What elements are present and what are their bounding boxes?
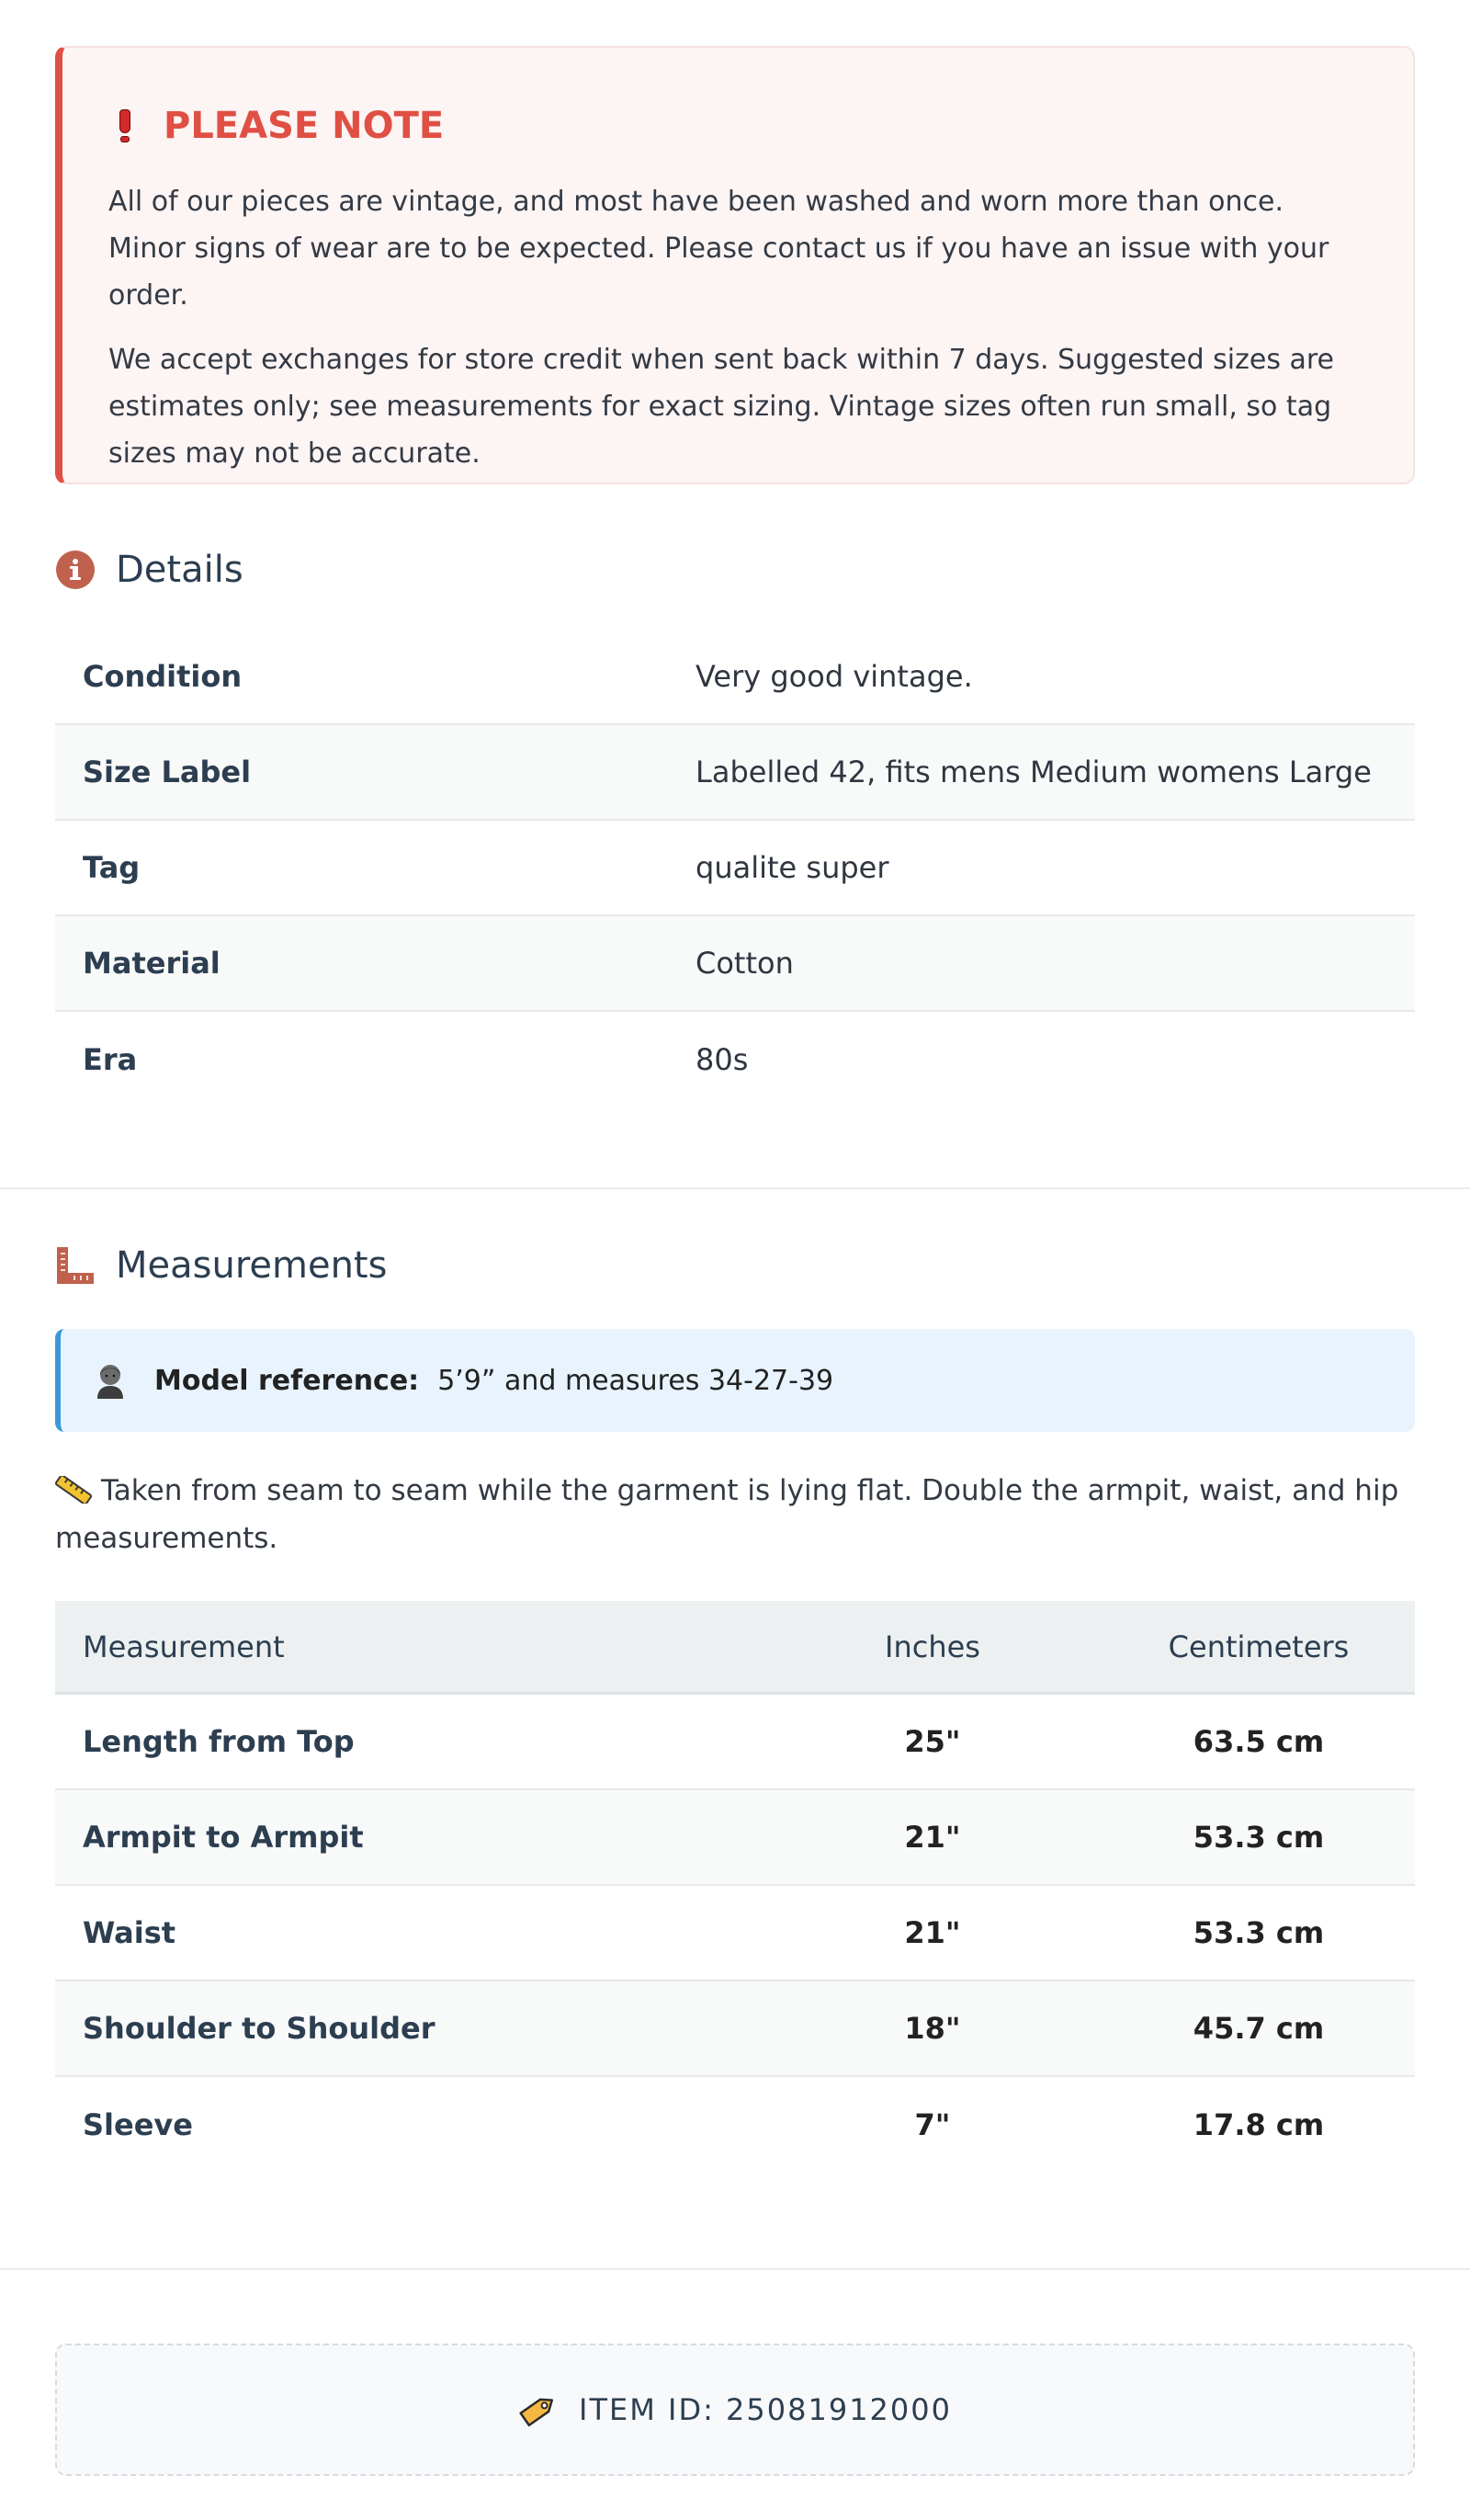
measurement-cm: 17.8 cm bbox=[1193, 2107, 1325, 2142]
details-table bbox=[55, 630, 1415, 1107]
tag-icon bbox=[518, 2391, 559, 2428]
info-icon bbox=[55, 550, 96, 590]
detail-value: Very good vintage. bbox=[695, 659, 973, 694]
table-header-row bbox=[55, 1601, 1415, 1695]
measurement-inches: 21" bbox=[904, 1820, 961, 1855]
table-row bbox=[55, 1790, 1415, 1886]
notice-title-text: PLEASE NOTE bbox=[164, 105, 445, 147]
table-row bbox=[55, 821, 1415, 916]
detail-value: qualite super bbox=[695, 850, 889, 885]
detail-value: Labelled 42, fits mens Medium womens Large bbox=[695, 755, 1372, 789]
details-heading-text: Details bbox=[116, 549, 243, 591]
measurements-heading bbox=[55, 1244, 1415, 1287]
notice-title bbox=[108, 105, 1367, 147]
detail-label: Condition bbox=[83, 659, 243, 694]
instructions-text: Taken from seam to seam while the garment is lying flat. Double the armpit, waist, and hip measurements. bbox=[55, 1474, 1399, 1555]
measurement-inches: 25" bbox=[904, 1724, 961, 1759]
exclamation-icon bbox=[108, 109, 141, 142]
measurements-table bbox=[55, 1601, 1415, 2173]
detail-label: Tag bbox=[83, 850, 141, 885]
person-icon bbox=[94, 1362, 127, 1399]
measurement-name: Sleeve bbox=[83, 2107, 193, 2142]
section-divider bbox=[0, 2268, 1470, 2270]
detail-value: Cotton bbox=[695, 946, 794, 981]
item-id-box bbox=[55, 2344, 1415, 2476]
please-note-notice bbox=[55, 46, 1415, 484]
measurement-cm: 63.5 cm bbox=[1193, 1724, 1325, 1759]
table-row bbox=[55, 1886, 1415, 1981]
measurement-inches: 7" bbox=[914, 2107, 951, 2142]
measurement-inches: 18" bbox=[904, 2011, 961, 2046]
measurement-cm: 53.3 cm bbox=[1193, 1820, 1325, 1855]
column-header: Centimeters bbox=[1168, 1629, 1350, 1664]
measurement-name: Shoulder to Shoulder bbox=[83, 2011, 435, 2046]
measurements-heading-text: Measurements bbox=[116, 1244, 388, 1287]
table-row bbox=[55, 725, 1415, 821]
table-row bbox=[55, 916, 1415, 1012]
notice-paragraph: We accept exchanges for store credit when sent back within 7 days. Suggested sizes are estimates only; see measurements for exact sizing. Vintage sizes often run small, so tag sizes may not be accurate. bbox=[108, 344, 1335, 470]
ruler-icon bbox=[55, 1470, 92, 1498]
detail-label: Material bbox=[83, 946, 220, 981]
column-header: Measurement bbox=[83, 1629, 285, 1664]
measurement-inches: 21" bbox=[904, 1915, 961, 1950]
notice-paragraph: All of our pieces are vintage, and most have been washed and worn more than once. Minor signs of wear are to be expected. Please contact us if you have an issue with your order. bbox=[108, 186, 1329, 312]
column-header: Inches bbox=[885, 1629, 980, 1664]
table-row bbox=[55, 1981, 1415, 2077]
table-row bbox=[55, 630, 1415, 725]
details-heading bbox=[55, 549, 1415, 591]
measurement-instructions bbox=[55, 1467, 1415, 1562]
measurement-name: Waist bbox=[83, 1915, 176, 1950]
section-divider bbox=[0, 1187, 1470, 1189]
model-reference-label: Model reference: bbox=[154, 1364, 420, 1397]
detail-label: Era bbox=[83, 1042, 138, 1077]
measurement-cm: 53.3 cm bbox=[1193, 1915, 1325, 1950]
model-reference bbox=[55, 1329, 1415, 1432]
detail-value: 80s bbox=[695, 1042, 749, 1077]
measurement-name: Length from Top bbox=[83, 1724, 355, 1759]
detail-label: Size Label bbox=[83, 755, 252, 789]
table-row bbox=[55, 1695, 1415, 1790]
measurement-name: Armpit to Armpit bbox=[83, 1820, 364, 1855]
model-reference-value: 5’9” and measures 34-27-39 bbox=[437, 1364, 834, 1397]
measurement-cm: 45.7 cm bbox=[1193, 2011, 1325, 2046]
ruler-triangle-icon bbox=[55, 1245, 96, 1286]
table-row bbox=[55, 1012, 1415, 1107]
table-row bbox=[55, 2077, 1415, 2173]
item-id-text: ITEM ID: 25081912000 bbox=[579, 2392, 952, 2427]
